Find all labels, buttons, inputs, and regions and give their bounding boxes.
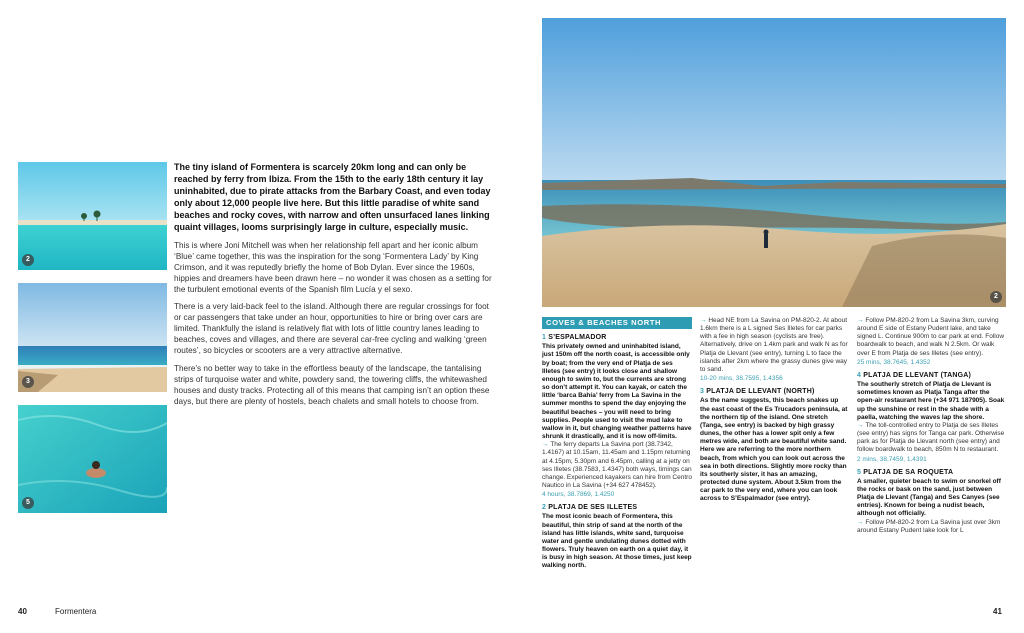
entry-description: A smaller, quieter beach to swim or snorkel off the rocks or bask on the sand, just between Platja de Llevant (Tanga) and Ses Canyes (see entries). Known for being a nudist beach, although not officially.	[857, 477, 1001, 518]
page-number-right: 41	[993, 607, 1002, 616]
entry-description: The southerly stretch of Platja de Llevant is sometimes known as Platja Tanga after the open-air restaurant here (+34 971 187905). Soak up the sunshine or rest in the shade with a paella, watching the waves lap the shore.	[857, 381, 1005, 421]
photo-swimmer	[18, 405, 167, 513]
column-2	[700, 317, 848, 503]
entry-heading: 3 PLATJA DE LLEVANT (NORTH)	[700, 388, 815, 396]
entry-directions: → Head NE from La Savina on PM-820-2. At about 1.6km there is a L signed Ses Illetes for car parks with a fee in high season (cyclists are free). Alternatively, drive on 1.4km park and walk N as for Platja de Llevant (see entry), turning L to face the islands after 2km where the grassy dunes give way to sand.	[700, 317, 848, 374]
photo-main-beach	[542, 18, 1006, 307]
entry-meta: 25 mins, 38.7645, 1.4352	[857, 358, 931, 366]
column-1	[542, 317, 692, 571]
entry-heading: 4 PLATJA DE LLEVANT (TANGA)	[857, 371, 972, 379]
entry-directions: → Follow PM-820-2 from La Savina just over 3km around Estany Pudent lake look for L	[857, 519, 1007, 535]
photo-sea-horizon	[18, 283, 167, 392]
photo-number-badge: 2	[990, 291, 1002, 303]
photo-number-badge: 5	[22, 497, 34, 509]
entry-description: As the name suggests, this beach snakes up the east coast of the Es Trucadors peninsula, at the northern tip of the island. One stretch (Tanga, see entry) is backed by high grassy dunes, the other has a lower spit only a few metres wide, and both are beautiful white sand. Here we are referring to the more northern beach, from which you can look out across the sea in both directions. Slightly more rocky than its southerly sister, it has an amazing, protected dune system. About 3.5km from the car park to the very end, where you can look across to S’Espalmador (see entry).	[700, 397, 848, 503]
intro-paragraph: This is where Joni Mitchell was when her relationship fell apart and her iconic album ‘Blue’ came together, this was the inspiration for the song ‘Formentera Lady’ by King Crimson, and it was reputedly briefly the home of Bob Dylan. Ever since the 1960s, hippies and dreamers have been drawn here – no wonder it was chosen as a setting for the turbulent emotional events of the Spanish film Lucía y el sexo.	[174, 240, 492, 294]
entry-directions: → Follow PM-820-2 from La Savina 3km, curving around E side of Estany Pudent lake, and take signed L. Continue 900m to car park at end. Follow boardwalk to beach, and walk N 2.5km. Or walk over E from Platja de ses Illetes (see entry).	[857, 317, 1007, 358]
entry-meta: 10-20 mins, 38.7595, 1.4356	[700, 375, 783, 383]
entry-directions: → The ferry departs La Savina port (38.7342, 1.4167) at 10.15am, 11.45am and 1.15pm returning at 4.15pm, 5.30pm and 6.45pm, calling at a jetty on ses Illetes (38.7583, 1.4347) both ways, timings can change. Experienced kayakers can hire from Centro Nautico in La Savina (+34 627 478452).	[542, 441, 692, 490]
entry-heading: 5 PLATJA DE SA ROQUETA	[857, 468, 954, 476]
intro-text	[174, 161, 492, 413]
entry-heading: 1 S’ESPALMADOR	[542, 334, 607, 342]
page-number-left: 40	[18, 607, 27, 616]
photo-number-badge: 3	[22, 376, 34, 388]
intro-paragraph: There is a very laid-back feel to the island. Although there are regular crossings for foot or car passengers that take under an hour, opportunities to hire or bring over cars are limited. Thankfully the island is relatively flat with lots of little country lanes leading to beaches, coves and villages, and there are several car-free cycling and walking ‘green routes’, so bicycles or scooters are a very attractive alternative.	[174, 302, 489, 356]
intro-lead: The tiny island of Formentera is scarcely 20km long and can only be reached by ferry from Ibiza. From the 15th to the early 18th century it lay uninhabited, due to pirate attacks from the Barbary Coast, and even today only about 12,000 people live here. But this little paradise of white sand beaches and rocky coves, with narrow and often unsurfaced lanes linking quaint villages, looms surprisingly large in culture, especially music.	[174, 162, 491, 233]
intro-paragraph: There’s no better way to take in the effortless beauty of the landscape, the tantalising strips of turquoise water and white, powdery sand, the towering cliffs, the whitewashed houses and dusty tracks. Protecting all of this means that camping isn’t an option these days, but there are plenty of hostels, beach chalets and small hotels to choose from.	[174, 363, 490, 406]
entry-description: The most iconic beach of Formentera, this beautiful, thin strip of sand at the north of the island has little islands, white sand, turquoise water and gentle undulating dunes dotted with flowers. Truly heaven on earth on a quiet day, it is busy in high season. At those times, just keep walking north.	[542, 513, 692, 570]
entry-meta: 2 mins, 38.7459, 1.4391	[857, 455, 927, 463]
entry-meta: 4 hours, 38.7869, 1.4250	[542, 491, 615, 499]
entry-description: This privately owned and uninhabited island, just 150m off the north coast, is accessible only by boat; from the very end of Platja de ses Illetes (see entry) it looks close and shallow enough to swim to, but the currents are strong so don’t attempt it. You can kayak, or catch the little ‘barca Bahía’ ferry from La Savina in the summer months to spend the day enjoying the beautiful beaches – you will need to bring supplies. People used to visit the mud lake to wallow in it, but changing weather patterns have shrunk it drastically, and it is now off-limits.	[542, 343, 692, 441]
photo-number-badge: 2	[22, 254, 34, 266]
column-3	[857, 317, 1007, 535]
section-banner: COVES & BEACHES NORTH	[542, 317, 692, 329]
entry-heading: 2 PLATJA DE SES ILLETES	[542, 504, 638, 512]
entry-directions: → The toll-controlled entry to Platja de ses Illetes (see entry) has signs for Tanga car park. Otherwise park as for Platja de Llevant north (see entry) and follow boardwalk to beach, 850m N to restaurant.	[857, 422, 1007, 455]
photo-beach-distant	[18, 162, 167, 270]
running-title: Formentera	[55, 607, 97, 616]
